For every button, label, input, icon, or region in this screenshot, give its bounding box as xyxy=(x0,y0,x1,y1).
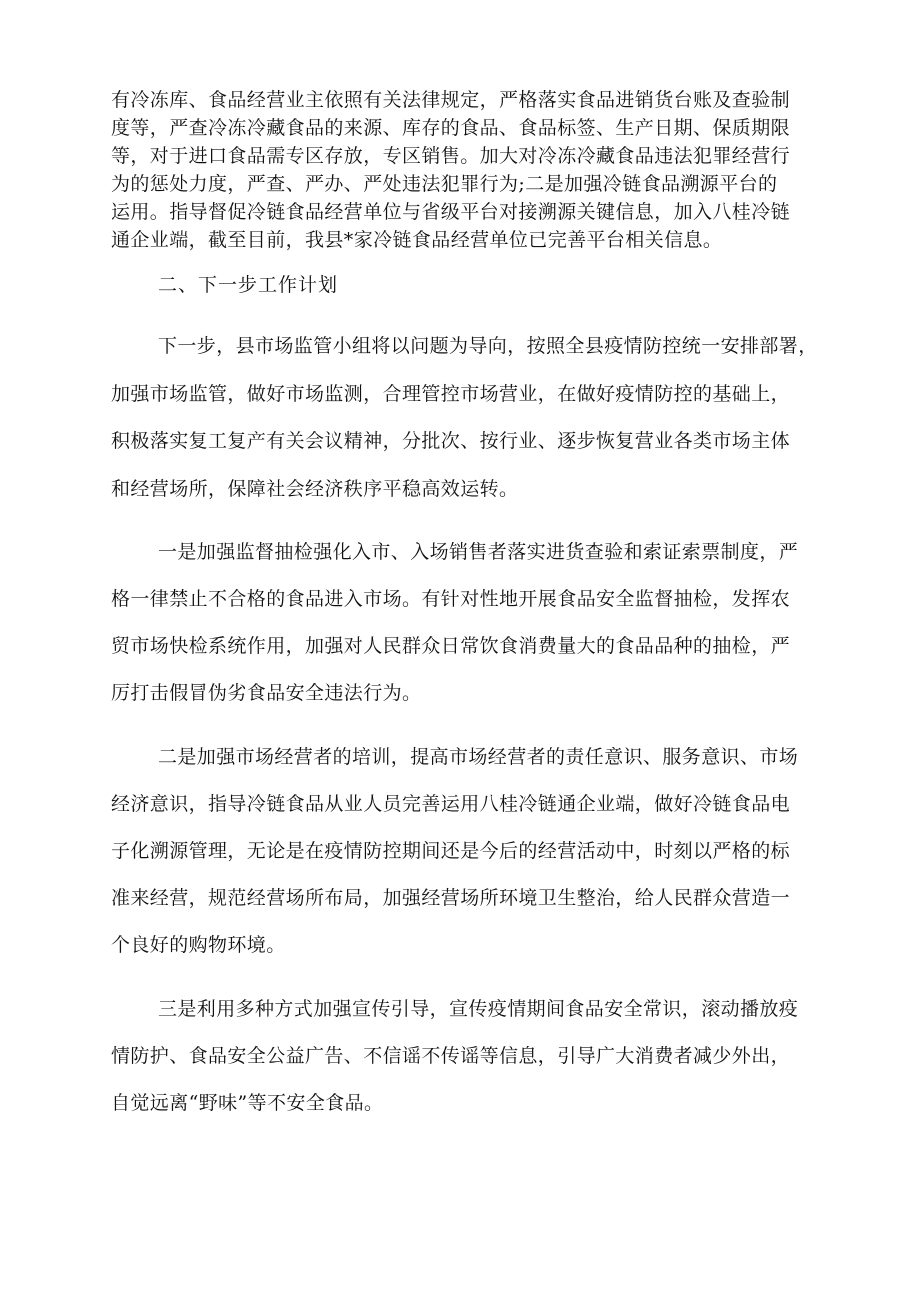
paragraph-line: 一是加强监督抽检强化入市、入场销售者落实进货查验和索证索票制度，严 xyxy=(158,541,799,563)
paragraph-line: 子化溯源管理，无论是在疫情防控期间还是今后的经营活动中，时刻以严格的标 xyxy=(111,840,791,862)
section-heading: 二、下一步工作计划 xyxy=(158,274,339,296)
paragraph-line: 积极落实复工复产有关会议精神，分批次、按行业、逐步恢复营业各类市场主体 xyxy=(111,430,791,452)
paragraph-line: 厉打击假冒伪劣食品安全违法行为。 xyxy=(111,682,422,704)
paragraph-line: 下一步，县市场监管小组将以问题为导向，按照全县疫情防控统一安排部署， xyxy=(158,335,818,357)
paragraph-line: 运用。指导督促冷链食品经营单位与省级平台对接溯源关键信息，加入八桂冷链 xyxy=(111,201,791,223)
paragraph-line: 准来经营，规范经营场所布局，加强经营场所环境卫生整治，给人民群众营造一 xyxy=(111,887,791,909)
paragraph-line: 三是利用多种方式加强宣传引导，宣传疫情期间食品安全常识，滚动播放疫 xyxy=(158,998,799,1020)
paragraph-line: 加强市场监管，做好市场监测，合理管控市场营业，在做好疫情防控的基础上， xyxy=(111,383,791,405)
paragraph-line: 等，对于进口食品需专区存放，专区销售。加大对冷冻冷藏食品违法犯罪经营行 xyxy=(111,145,791,167)
paragraph-line: 通企业端，截至目前，我县*家冷链食品经营单位已完善平台相关信息。 xyxy=(111,229,723,251)
paragraph-line: 和经营场所，保障社会经济秩序平稳高效运转。 xyxy=(111,478,519,500)
paragraph-line: 经济意识，指导冷链食品从业人员完善运用八桂冷链通企业端，做好冷链食品电 xyxy=(111,793,791,815)
paragraph-line: 个良好的购物环境。 xyxy=(111,934,286,956)
paragraph-line: 自觉远离“野味”等不安全食品。 xyxy=(111,1092,384,1114)
paragraph-line: 为的惩处力度，严查、严办、严处违法犯罪行为;二是加强冷链食品溯源平台的 xyxy=(111,173,778,195)
paragraph-line: 情防护、食品安全公益广告、不信谣不传谣等信息，引导广大消费者减少外出， xyxy=(111,1045,791,1067)
paragraph-line: 二是加强市场经营者的培训，提高市场经营者的责任意识、服务意识、市场 xyxy=(158,746,799,768)
paragraph-line: 有冷冻库、食品经营业主依照有关法律规定，严格落实食品进销货台账及查验制 xyxy=(111,89,791,111)
paragraph-line: 度等，严查冷冻冷藏食品的来源、库存的食品、食品标签、生产日期、保质期限 xyxy=(111,117,791,139)
paragraph-line: 格一律禁止不合格的食品进入市场。有针对性地开展食品安全监督抽检，发挥农 xyxy=(111,588,791,610)
paragraph-line: 贸市场快检系统作用，加强对人民群众日常饮食消费量大的食品品种的抽检，严 xyxy=(111,635,791,657)
